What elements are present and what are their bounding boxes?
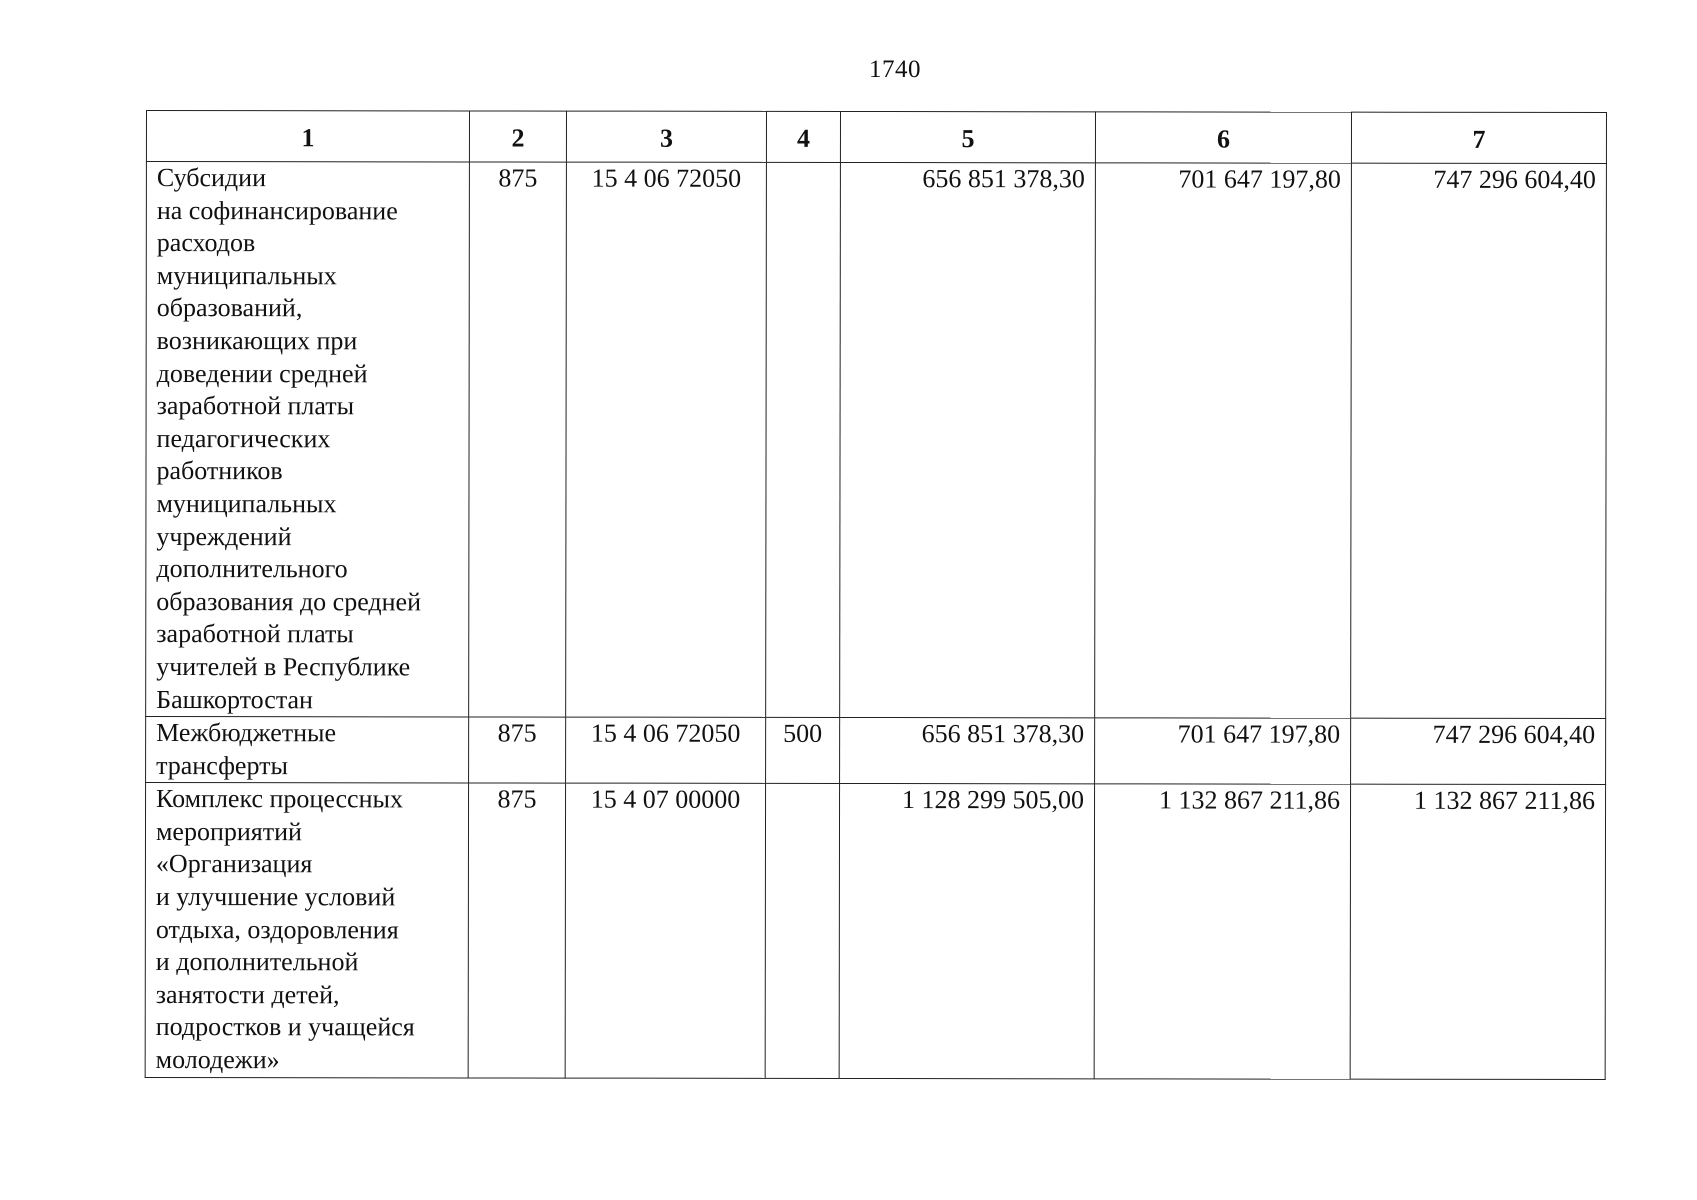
row-name-line: учреждений xyxy=(156,521,292,551)
row-name-line: Межбюджетные xyxy=(156,718,337,748)
row-type-cell: 500 xyxy=(766,717,840,783)
row-sum-3-cell: 747 296 604,40 xyxy=(1351,163,1607,718)
budget-table xyxy=(145,110,1607,1080)
row-name-line: заработной платы xyxy=(156,391,355,421)
column-header-4: 4 xyxy=(766,111,840,162)
row-sum-1-cell: 656 851 378,30 xyxy=(840,162,1096,717)
row-name-line: муниципальных xyxy=(156,488,337,519)
row-sum-2-cell: 1 132 867 211,86 xyxy=(1094,784,1350,1079)
table-row xyxy=(145,783,1605,1079)
row-name-line: Комплекс процессных xyxy=(156,784,403,814)
row-name-line: и дополнительной xyxy=(155,947,359,977)
column-header-6: 6 xyxy=(1095,112,1351,163)
column-header-1: 1 xyxy=(146,111,469,162)
row-name-line: молодежи» xyxy=(155,1045,280,1075)
column-header-2: 2 xyxy=(469,111,566,162)
row-sum-2-cell: 701 647 197,80 xyxy=(1095,718,1351,785)
row-target-cell: 15 4 06 72050 xyxy=(566,717,766,783)
row-code-cell: 875 xyxy=(469,162,567,717)
row-sum-1-cell: 656 851 378,30 xyxy=(840,718,1095,785)
row-name-line: образования до средней xyxy=(156,586,422,617)
row-name-line: расходов xyxy=(156,228,256,258)
row-name-line: трансферты xyxy=(156,750,288,780)
row-name-line: педагогических xyxy=(156,423,331,454)
row-sum-2-cell: 701 647 197,80 xyxy=(1095,163,1352,718)
row-target-cell: 15 4 07 00000 xyxy=(565,783,765,1078)
row-name-line: муниципальных xyxy=(156,260,337,291)
row-name-line: отдыха, оздоровления xyxy=(155,914,399,945)
row-type-cell xyxy=(765,784,839,1078)
row-code-cell: 875 xyxy=(468,783,565,1077)
row-sum-3-cell: 747 296 604,40 xyxy=(1351,718,1606,785)
row-sum-3-cell: 1 132 867 211,86 xyxy=(1350,784,1605,1079)
row-name-cell xyxy=(146,162,470,718)
row-name-line: доведении средней xyxy=(156,358,368,388)
row-code-cell: 875 xyxy=(469,717,566,783)
row-sum-1-cell: 1 128 299 505,00 xyxy=(839,784,1094,1079)
table-row xyxy=(146,717,1606,785)
row-name-line: Башкортостан xyxy=(156,684,314,714)
row-name-line: мероприятий xyxy=(155,816,302,847)
row-name-line: дополнительного xyxy=(156,554,348,584)
row-name-line: занятости детей, xyxy=(155,979,340,1010)
row-name-cell xyxy=(146,717,469,784)
column-header-3: 3 xyxy=(566,111,766,162)
row-name-line: и улучшение условий xyxy=(155,882,396,912)
row-name-line: заработной платы xyxy=(156,619,354,649)
page-number: 1740 xyxy=(869,56,921,83)
table-row xyxy=(146,162,1607,719)
row-name-line: на софинансирование xyxy=(156,195,398,225)
row-name-line: подростков и учащейся xyxy=(155,1012,415,1042)
row-name-line: «Организация xyxy=(155,849,313,879)
row-type-cell xyxy=(766,162,841,717)
row-name-line: образований, xyxy=(156,293,303,323)
table-header-row xyxy=(146,111,1606,164)
column-header-7: 7 xyxy=(1351,112,1606,163)
row-name-line: учителей в Республике xyxy=(156,651,411,682)
row-name-line: возникающих при xyxy=(156,325,358,356)
row-target-cell: 15 4 06 72050 xyxy=(566,162,767,717)
row-name-line: Субсидии xyxy=(156,163,267,193)
row-name-line: работников xyxy=(156,456,283,486)
row-name-cell xyxy=(145,783,468,1078)
column-header-5: 5 xyxy=(840,111,1095,162)
